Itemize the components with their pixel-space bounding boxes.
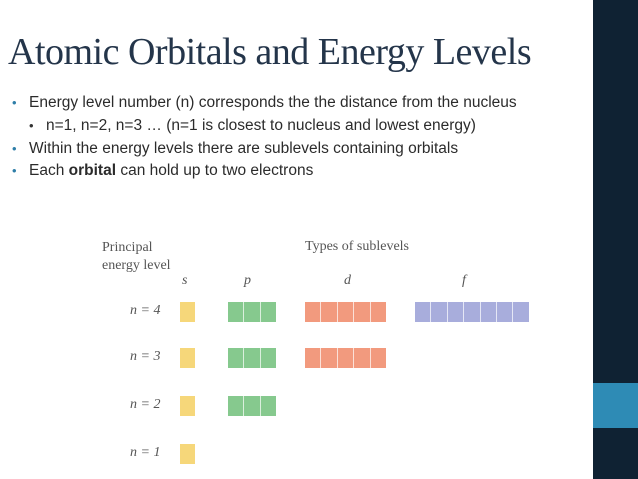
slide-sidebar bbox=[593, 0, 638, 479]
orbital-box bbox=[180, 444, 195, 464]
orbital-box bbox=[321, 302, 337, 322]
orbital-box bbox=[354, 302, 370, 322]
energy-level-label: n = 2 bbox=[130, 397, 161, 412]
principal-energy-level-header bbox=[102, 239, 171, 275]
orbital-box bbox=[244, 302, 260, 322]
orbital-box bbox=[338, 348, 354, 368]
orbital-box bbox=[244, 348, 260, 368]
orbital-box bbox=[464, 302, 480, 322]
bullet-text-post: can hold up to two electrons bbox=[116, 162, 314, 179]
bullet-text: n=1, n=2, n=3 … (n=1 is closest to nucleus and lowest energy) bbox=[46, 117, 476, 134]
principal-label-line1: Principal bbox=[102, 240, 153, 255]
energy-level-label: n = 1 bbox=[130, 445, 161, 460]
orbital-box bbox=[180, 348, 195, 368]
orbital-group-s bbox=[180, 396, 195, 416]
sublevel-label-p: p bbox=[244, 273, 251, 288]
bullet-orbital-capacity bbox=[12, 161, 587, 180]
orbital-box bbox=[261, 348, 276, 368]
bullet-text-bold: orbital bbox=[68, 162, 117, 179]
orbital-box bbox=[497, 302, 513, 322]
principal-label-line2: energy level bbox=[102, 258, 171, 273]
sidebar-accent-block bbox=[593, 383, 638, 428]
sublevel-label-s: s bbox=[182, 273, 188, 288]
bullet-dot: • bbox=[12, 95, 17, 110]
orbital-box bbox=[321, 348, 337, 368]
types-of-sublevels-header: Types of sublevels bbox=[305, 239, 410, 254]
orbital-box bbox=[228, 396, 244, 416]
orbital-box bbox=[305, 348, 321, 368]
bullet-text: Within the energy levels there are sublevels containing orbitals bbox=[29, 140, 459, 157]
orbital-box bbox=[261, 396, 276, 416]
orbital-group-d bbox=[305, 348, 386, 368]
orbital-box bbox=[371, 302, 386, 322]
orbital-box bbox=[354, 348, 370, 368]
orbital-group-f bbox=[415, 302, 529, 322]
orbital-box bbox=[415, 302, 431, 322]
energy-level-label: n = 3 bbox=[130, 349, 161, 364]
orbital-box bbox=[228, 348, 244, 368]
orbital-group-s bbox=[180, 348, 195, 368]
bullet-list bbox=[12, 93, 587, 183]
orbital-box bbox=[244, 396, 260, 416]
orbital-box bbox=[513, 302, 528, 322]
slide-title: Atomic Orbitals and Energy Levels bbox=[8, 31, 532, 73]
orbital-group-s bbox=[180, 444, 195, 464]
energy-level-label: n = 4 bbox=[130, 303, 161, 318]
orbital-group-p bbox=[228, 348, 276, 368]
sublevel-label-d: d bbox=[344, 273, 351, 288]
bullet-sublevels bbox=[12, 139, 587, 158]
orbital-group-p bbox=[228, 396, 276, 416]
orbital-box bbox=[305, 302, 321, 322]
orbital-box bbox=[261, 302, 276, 322]
sublevel-label-f: f bbox=[462, 273, 466, 288]
orbital-box bbox=[180, 302, 195, 322]
orbital-box bbox=[180, 396, 195, 416]
bullet-dot: • bbox=[12, 141, 17, 156]
bullet-text-pre: Each bbox=[29, 162, 69, 179]
orbital-box bbox=[371, 348, 386, 368]
bullet-dot: • bbox=[12, 163, 17, 178]
sub-bullet-n-values bbox=[12, 116, 587, 135]
orbital-box bbox=[338, 302, 354, 322]
orbital-box bbox=[448, 302, 464, 322]
orbital-diagram-figure bbox=[100, 231, 528, 479]
orbital-box bbox=[481, 302, 497, 322]
orbital-group-s bbox=[180, 302, 195, 322]
bullet-text: Energy level number (n) corresponds the the distance from the nucleus bbox=[29, 94, 517, 111]
orbital-box bbox=[228, 302, 244, 322]
orbital-group-d bbox=[305, 302, 386, 322]
orbital-group-p bbox=[228, 302, 276, 322]
bullet-energy-level bbox=[12, 93, 587, 112]
orbital-box bbox=[431, 302, 447, 322]
bullet-dot: • bbox=[29, 118, 34, 133]
